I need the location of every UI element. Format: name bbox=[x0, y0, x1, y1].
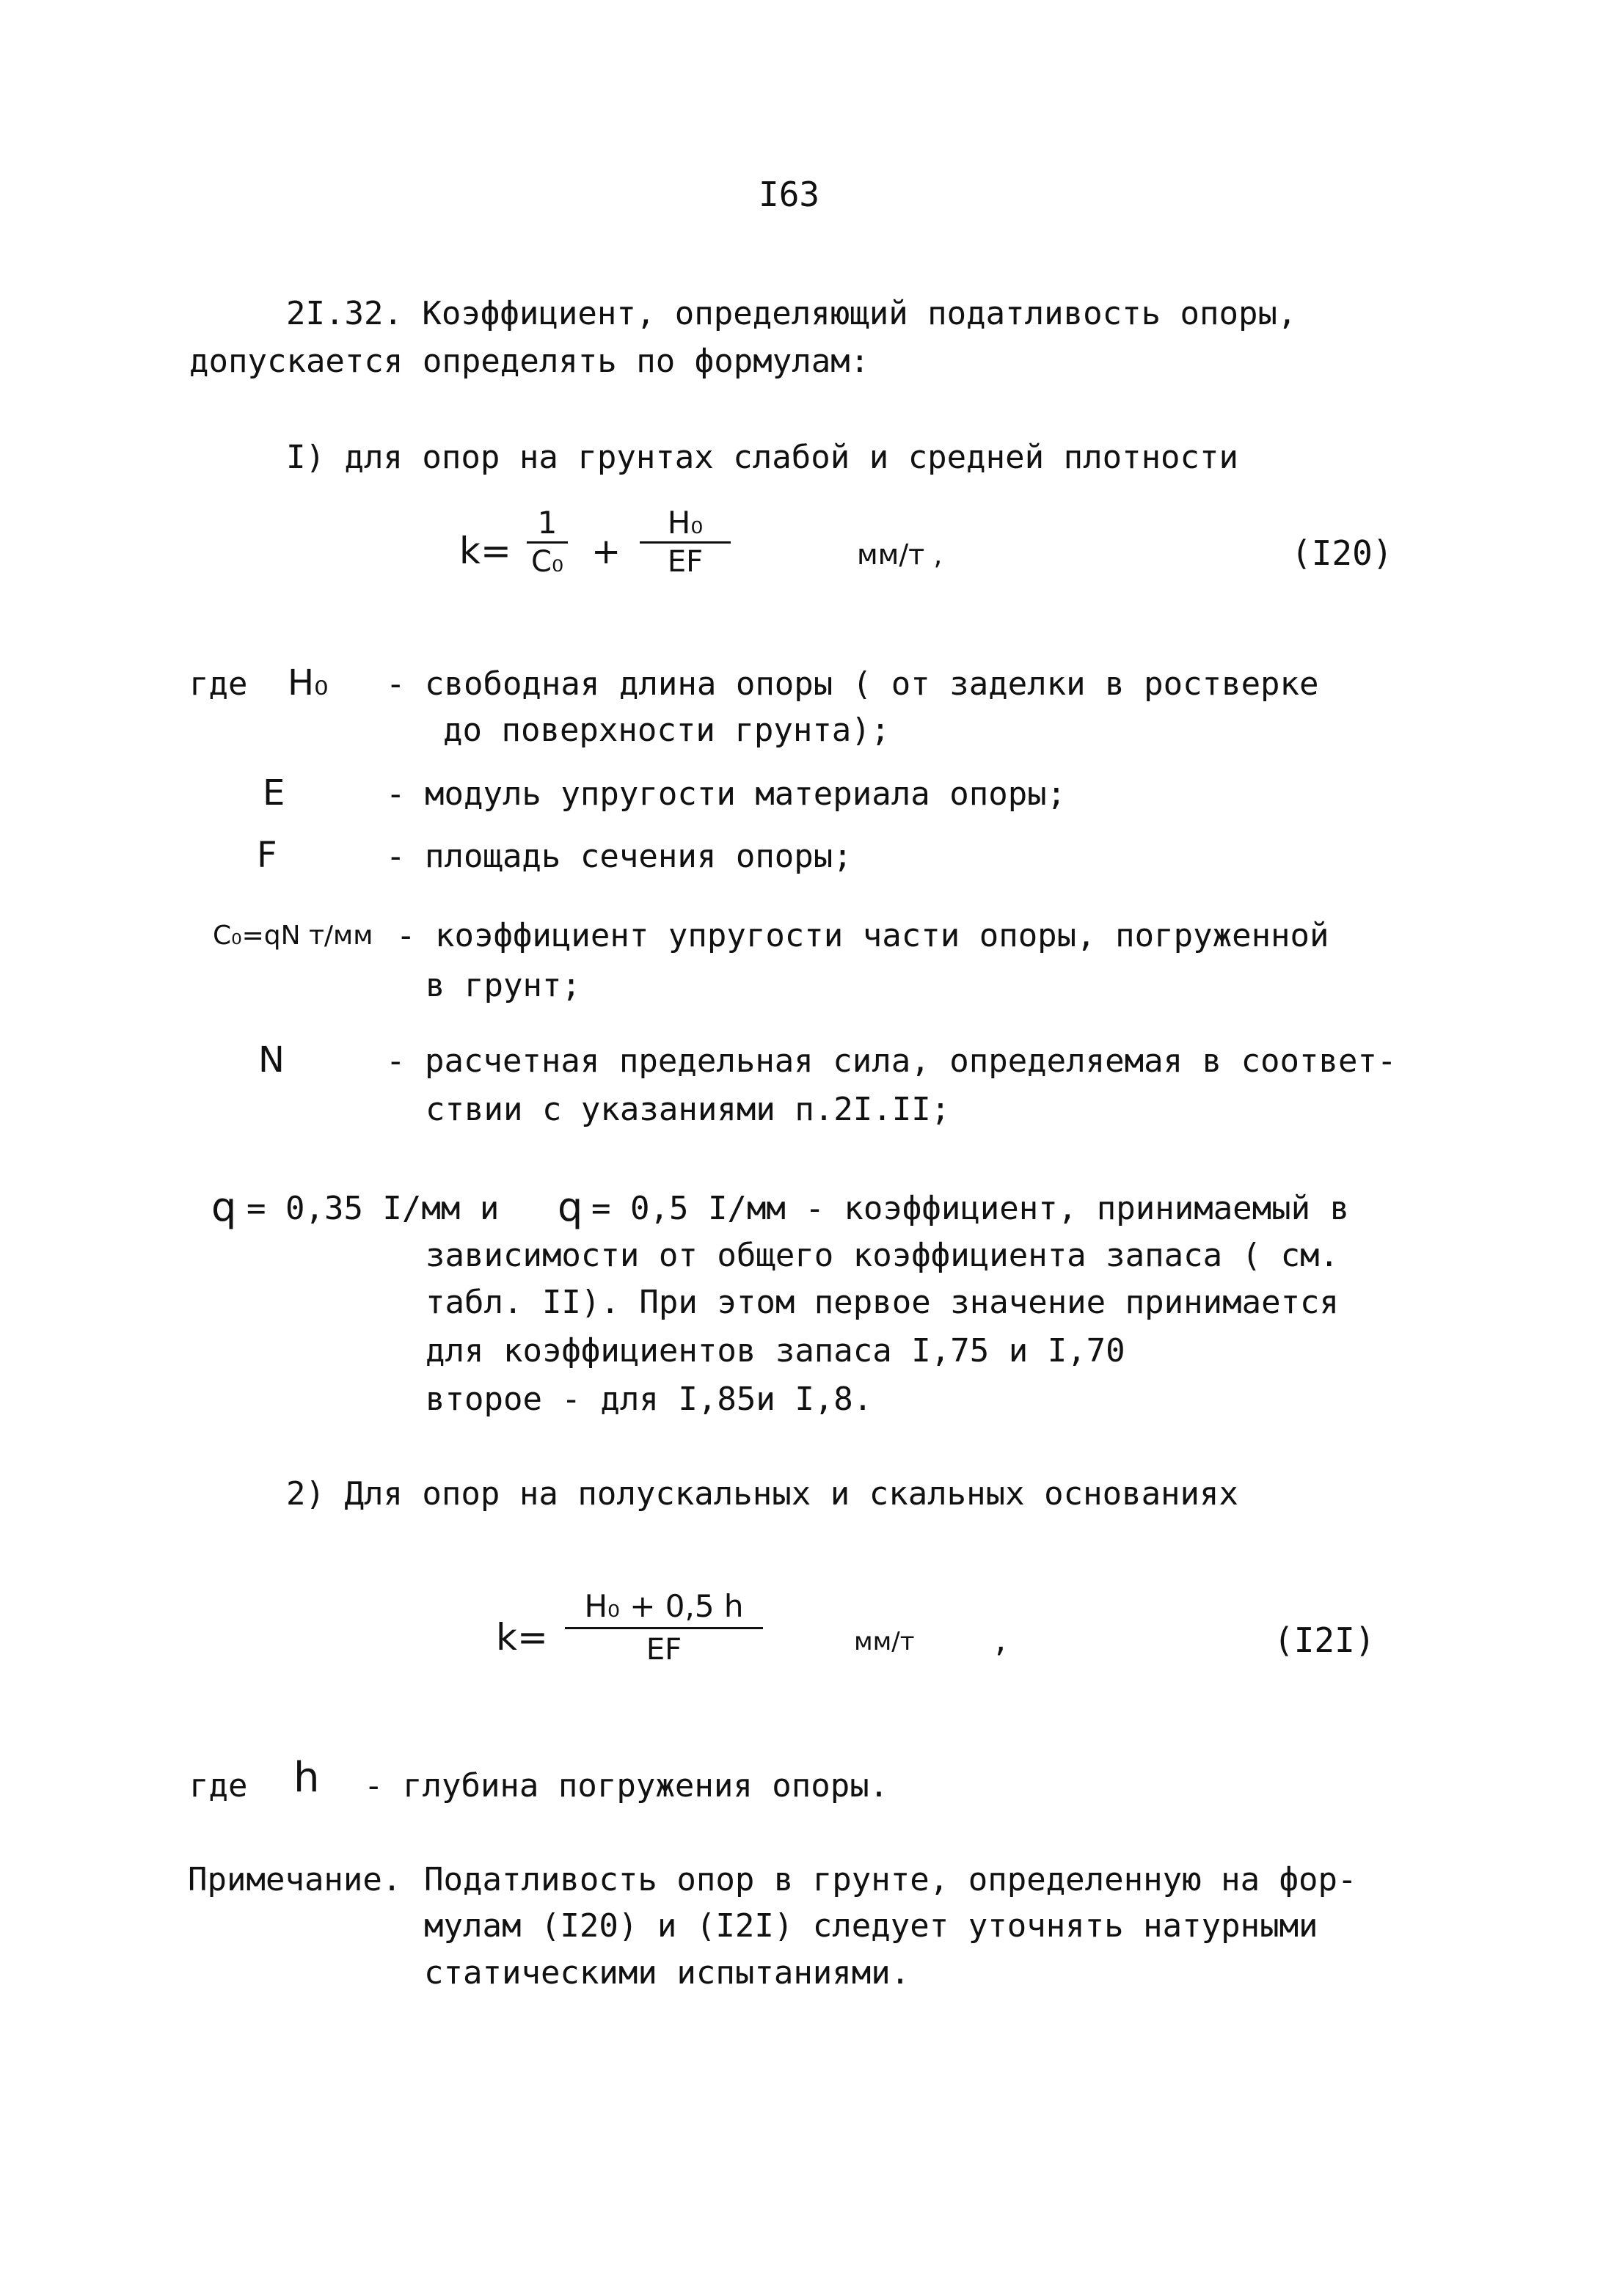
intro-line-1: 2I.32. Коэффициент, определяющий податливость опоры, bbox=[286, 295, 1297, 332]
symbol-N: N bbox=[258, 1039, 285, 1081]
formula121-comma: , bbox=[992, 1625, 1010, 1659]
formula120-frac1 bbox=[527, 505, 568, 580]
note-line1: Податливость опор в грунте, определенную на фор- bbox=[424, 1861, 1357, 1898]
definition-C0-line2: в грунт; bbox=[426, 967, 581, 1004]
definition-N-line2: ствии с указаниями п.2I.II; bbox=[426, 1091, 951, 1128]
definition-E: - модуль упругости материала опоры; bbox=[386, 775, 1067, 813]
where-h-label: где bbox=[189, 1767, 248, 1805]
formula120-frac2-den: EF bbox=[667, 545, 704, 579]
symbol-F: F bbox=[257, 835, 277, 876]
formula121-lhs: k= bbox=[496, 1616, 548, 1659]
q-line4: для коэффициентов запаса I,75 и I,70 bbox=[426, 1332, 1125, 1370]
formula120-frac1-num: 1 bbox=[537, 505, 558, 541]
formula121-num: H₀ + 0,5 h bbox=[584, 1588, 744, 1624]
note-line2: мулам (I20) и (I2I) следует уточнять натурными bbox=[424, 1907, 1318, 1945]
symbol-h: h bbox=[293, 1754, 320, 1802]
page-number: I63 bbox=[759, 175, 820, 214]
definition-H0-line1: - свободная длина опоры ( от заделки в ростверке bbox=[386, 665, 1319, 703]
note-line3: статическими испытаниями. bbox=[424, 1954, 910, 1992]
formula121-den: EF bbox=[646, 1633, 682, 1667]
definition-C0-line1: - коэффициент упругости части опоры, погруженной bbox=[396, 917, 1329, 954]
formula120-frac1-den: C₀ bbox=[531, 545, 563, 579]
intro-line-2: допускается определять по формулам: bbox=[189, 343, 870, 380]
symbol-q-2: q bbox=[558, 1184, 583, 1230]
formula120-lhs: k= bbox=[459, 530, 511, 572]
formula120-frac2-num: H₀ bbox=[667, 505, 704, 541]
case1-heading: I) для опор на грунтах слабой и средней плотности bbox=[286, 439, 1239, 476]
symbol-C0: C₀=qN т/мм bbox=[213, 921, 373, 951]
case2-heading: 2) Для опор на полускальных и скальных основаниях bbox=[286, 1475, 1239, 1513]
q-line3: табл. II). При этом первое значение принимается bbox=[426, 1284, 1340, 1321]
formula120-frac2 bbox=[640, 505, 731, 580]
formula120-plus: + bbox=[591, 531, 621, 572]
q-part1: = 0,35 I/мм и bbox=[247, 1190, 500, 1227]
symbol-q-1: q bbox=[211, 1184, 237, 1230]
definition-N-line1: - расчетная предельная сила, определяемая в соответ- bbox=[386, 1042, 1397, 1080]
formula121-frac bbox=[565, 1586, 763, 1670]
symbol-H0: H₀ bbox=[288, 662, 329, 703]
formula121-number: (I2I) bbox=[1274, 1620, 1376, 1660]
formula120-unit: мм/т , bbox=[857, 538, 943, 571]
formula120-number: (I20) bbox=[1291, 533, 1393, 573]
definition-H0-line2: до поверхности грунта); bbox=[443, 712, 891, 749]
q-part2: = 0,5 I/мм - коэффициент, принимаемый в bbox=[591, 1190, 1350, 1227]
where-label: где bbox=[189, 665, 248, 703]
q-line2: зависимости от общего коэффициента запаса ( см. bbox=[426, 1237, 1340, 1274]
definition-h: - глубина погружения опоры. bbox=[364, 1767, 889, 1805]
q-line5: второе - для I,85и I,8. bbox=[426, 1381, 873, 1418]
symbol-E: E bbox=[263, 772, 285, 814]
definition-F: - площадь сечения опоры; bbox=[386, 838, 852, 875]
note-label: Примечание. bbox=[188, 1861, 402, 1898]
formula121-unit: мм/т bbox=[854, 1627, 915, 1656]
